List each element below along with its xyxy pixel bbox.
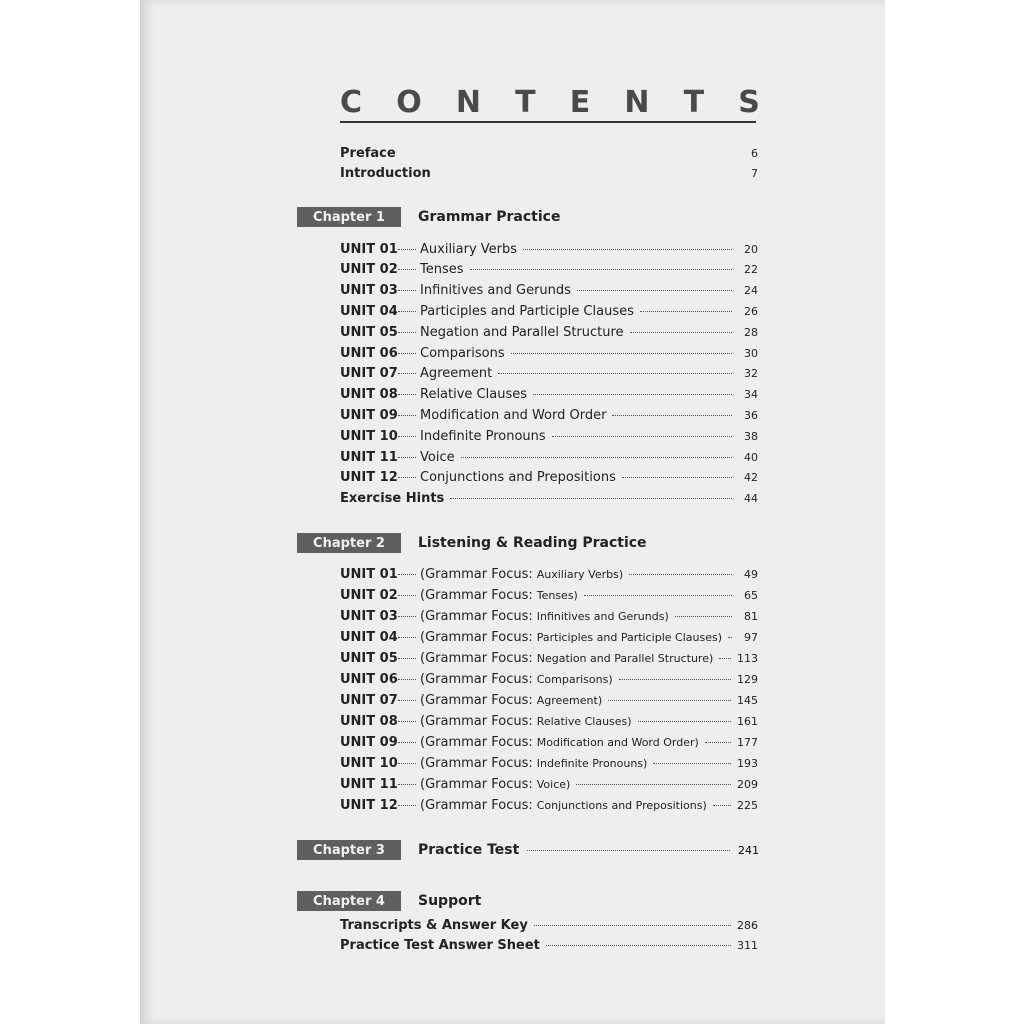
grammar-focus-prefix: (Grammar Focus: [420, 734, 533, 750]
dot-leader [576, 784, 731, 785]
unit-title: Relative Clauses [420, 387, 527, 403]
unit-number: UNIT 09 [340, 734, 398, 750]
chapter-1-header [297, 206, 759, 228]
entry-page: 38 [744, 429, 758, 443]
entry-page: 209 [737, 777, 758, 791]
dot-leader [398, 290, 416, 291]
grammar-focus-topic: Negation and Parallel Structure) [536, 651, 714, 665]
grammar-focus-prefix: (Grammar Focus: [420, 650, 533, 666]
chapter-badge: Chapter 4 [297, 891, 401, 911]
unit-title: Indefinite Pronouns [420, 428, 546, 444]
unit-number: UNIT 10 [340, 428, 398, 444]
unit-number: UNIT 11 [340, 449, 398, 465]
grammar-focus-topic: Comparisons) [536, 672, 613, 686]
unit-title: Infinitives and Gerunds [420, 283, 571, 299]
title-letter: O [396, 84, 422, 120]
unit-number: UNIT 03 [340, 608, 398, 624]
dot-leader [398, 394, 416, 395]
entry-page: 30 [744, 346, 758, 360]
toc-entry-unit [340, 795, 758, 815]
toc-entry-unit [340, 774, 758, 794]
chapter-badge: Chapter 3 [297, 840, 401, 860]
dot-leader [584, 595, 732, 596]
unit-number: UNIT 10 [340, 755, 398, 771]
toc-entry-exercise-hints [340, 488, 758, 508]
entry-page: 161 [737, 714, 758, 728]
toc-entry-transcripts [340, 915, 758, 935]
dot-leader [675, 616, 732, 617]
dot-leader [640, 311, 732, 312]
grammar-focus-topic: Conjunctions and Prepositions) [536, 798, 707, 812]
chapter-title: Support [418, 893, 482, 909]
entry-page: 49 [744, 567, 758, 581]
unit-number: UNIT 08 [340, 713, 398, 729]
unit-number: UNIT 12 [340, 470, 398, 486]
dot-leader [398, 595, 416, 596]
entry-label: Transcripts & Answer Key [340, 917, 528, 933]
toc-entry-unit [340, 585, 758, 605]
dot-leader [546, 945, 731, 946]
dot-leader [398, 763, 416, 764]
toc-entry-unit [340, 343, 758, 363]
dot-leader [461, 457, 732, 458]
unit-title: Modification and Word Order [420, 407, 607, 423]
entry-page: 24 [744, 284, 758, 298]
entry-page: 36 [744, 408, 758, 422]
chapter-4-header [297, 890, 759, 912]
dot-leader [523, 249, 732, 250]
dot-leader [398, 332, 416, 333]
unit-title: Comparisons [420, 345, 505, 361]
dot-leader [450, 498, 732, 499]
grammar-focus-topic: Auxiliary Verbs) [536, 567, 624, 581]
entry-page: 225 [737, 798, 758, 812]
entry-page: 145 [737, 693, 758, 707]
grammar-focus-topic: Infinitives and Gerunds) [536, 609, 669, 623]
entry-label: Practice Test Answer Sheet [340, 937, 540, 953]
grammar-focus-topic: Voice) [536, 777, 571, 791]
unit-title: Agreement [420, 366, 493, 382]
toc-entry-introduction [340, 163, 758, 183]
unit-title: Negation and Parallel Structure [420, 324, 624, 340]
grammar-focus-prefix: (Grammar Focus: [420, 587, 533, 603]
dot-leader [470, 269, 732, 270]
dot-leader [398, 436, 416, 437]
title-letter: N [624, 84, 650, 120]
dot-leader [533, 394, 732, 395]
chapter-2-header [297, 532, 759, 554]
grammar-focus-topic: Agreement) [536, 693, 603, 707]
unit-number: UNIT 02 [340, 587, 398, 603]
unit-title: Conjunctions and Prepositions [420, 470, 616, 486]
title-letter: N [455, 84, 481, 120]
grammar-focus-topic: Modification and Word Order) [536, 735, 699, 749]
grammar-focus-prefix: (Grammar Focus: [420, 629, 533, 645]
grammar-focus-prefix: (Grammar Focus: [420, 566, 533, 582]
entry-label: Preface [340, 145, 396, 161]
title-letter: T [683, 84, 705, 120]
dot-leader [398, 721, 416, 722]
unit-number: UNIT 07 [340, 692, 398, 708]
dot-leader [398, 415, 416, 416]
grammar-focus-topic: Participles and Participle Clauses) [536, 630, 722, 644]
unit-number: UNIT 07 [340, 366, 398, 382]
toc-entry-preface [340, 143, 758, 163]
toc-entry-unit [340, 606, 758, 626]
unit-number: UNIT 11 [340, 776, 398, 792]
dot-leader [511, 353, 732, 354]
entry-page: 44 [744, 491, 758, 505]
unit-number: UNIT 01 [340, 566, 398, 582]
dot-leader [653, 763, 731, 764]
unit-number: UNIT 04 [340, 303, 398, 319]
dot-leader [398, 679, 416, 680]
dot-leader [619, 679, 731, 680]
dot-leader [728, 637, 732, 638]
grammar-focus-prefix: (Grammar Focus: [420, 797, 533, 813]
dot-leader [527, 850, 730, 851]
dot-leader [608, 700, 731, 701]
dot-leader [498, 373, 732, 374]
contents-title [340, 82, 760, 122]
dot-leader [398, 700, 416, 701]
toc-entry-unit [340, 385, 758, 405]
grammar-focus-prefix: (Grammar Focus: [420, 608, 533, 624]
grammar-focus-prefix: (Grammar Focus: [420, 713, 533, 729]
toc-entry-unit [340, 732, 758, 752]
toc-entry-unit [340, 405, 758, 425]
dot-leader [398, 311, 416, 312]
chapter-badge: Chapter 1 [297, 207, 401, 227]
dot-leader [398, 249, 416, 250]
entry-page: 286 [737, 918, 758, 932]
grammar-focus-topic: Indefinite Pronouns) [536, 756, 648, 770]
entry-page: 177 [737, 735, 758, 749]
chapter-badge: Chapter 2 [297, 533, 401, 553]
toc-entry-unit [340, 690, 758, 710]
entry-page: 7 [751, 166, 758, 180]
unit-title: Voice [420, 449, 455, 465]
title-letter: S [738, 84, 760, 120]
unit-number: UNIT 02 [340, 262, 398, 278]
title-letter: C [340, 84, 363, 120]
toc-entry-unit [340, 468, 758, 488]
grammar-focus-prefix: (Grammar Focus: [420, 692, 533, 708]
chapter-title: Grammar Practice [418, 209, 561, 225]
dot-leader [630, 332, 732, 333]
entry-page: 26 [744, 304, 758, 318]
unit-number: UNIT 08 [340, 387, 398, 403]
entry-page: 32 [744, 367, 758, 381]
dot-leader [398, 269, 416, 270]
dot-leader [398, 457, 416, 458]
toc-entry-unit [340, 322, 758, 342]
entry-label: Introduction [340, 165, 431, 181]
chapter-title: Practice Test [418, 842, 520, 858]
dot-leader [552, 436, 732, 437]
toc-entry-unit [340, 627, 758, 647]
dot-leader [629, 574, 732, 575]
dot-leader [398, 805, 416, 806]
entry-page: 40 [744, 450, 758, 464]
chapter-3-header [297, 839, 759, 861]
toc-entry-unit [340, 301, 758, 321]
toc-entry-unit [340, 260, 758, 280]
entry-page: 65 [744, 588, 758, 602]
grammar-focus-prefix: (Grammar Focus: [420, 776, 533, 792]
toc-entry-unit [340, 711, 758, 731]
entry-page: 129 [737, 672, 758, 686]
grammar-focus-topic: Tenses) [536, 588, 578, 602]
dot-leader [398, 574, 416, 575]
dot-leader [534, 925, 731, 926]
toc-entry-unit [340, 669, 758, 689]
toc-entry-unit [340, 648, 758, 668]
toc-entry-unit [340, 426, 758, 446]
dot-leader [398, 637, 416, 638]
unit-number: UNIT 06 [340, 671, 398, 687]
chapter-title: Listening & Reading Practice [418, 535, 647, 551]
dot-leader [398, 742, 416, 743]
unit-number: UNIT 05 [340, 650, 398, 666]
dot-leader [713, 805, 731, 806]
grammar-focus-prefix: (Grammar Focus: [420, 671, 533, 687]
grammar-focus-topic: Relative Clauses) [536, 714, 632, 728]
entry-page: 42 [744, 471, 758, 485]
unit-number: UNIT 06 [340, 345, 398, 361]
dot-leader [398, 353, 416, 354]
title-letter: E [569, 84, 591, 120]
toc-entry-unit [340, 753, 758, 773]
toc-entry-unit [340, 239, 758, 259]
entry-page: 20 [744, 242, 758, 256]
title-letter: T [515, 84, 536, 120]
grammar-focus-prefix: (Grammar Focus: [420, 755, 533, 771]
entry-page: 113 [737, 651, 758, 665]
entry-page: 34 [744, 388, 758, 402]
toc-entry-answer-sheet [340, 935, 758, 955]
unit-number: UNIT 09 [340, 407, 398, 423]
unit-title: Tenses [420, 262, 464, 278]
dot-leader [638, 721, 731, 722]
dot-leader [705, 742, 731, 743]
dot-leader [612, 415, 732, 416]
unit-number: UNIT 04 [340, 629, 398, 645]
toc-entry-unit [340, 447, 758, 467]
unit-title: Auxiliary Verbs [420, 241, 518, 257]
entry-page: 28 [744, 325, 758, 339]
toc-entry-unit [340, 281, 758, 301]
toc-entry-unit [340, 364, 758, 384]
dot-leader [622, 477, 732, 478]
unit-number: UNIT 01 [340, 241, 398, 257]
unit-number: UNIT 05 [340, 324, 398, 340]
entry-label: Exercise Hints [340, 490, 445, 506]
entry-page: 6 [751, 146, 758, 160]
dot-leader [398, 784, 416, 785]
dot-leader [398, 373, 416, 374]
dot-leader [719, 658, 731, 659]
dot-leader [577, 290, 732, 291]
entry-page: 193 [737, 756, 758, 770]
toc-entry-unit [340, 564, 758, 584]
unit-title: Participles and Participle Clauses [420, 303, 634, 319]
dot-leader [398, 658, 416, 659]
entry-page: 81 [744, 609, 758, 623]
entry-page: 241 [738, 843, 759, 857]
title-underline [340, 121, 756, 123]
entry-page: 97 [744, 630, 758, 644]
entry-page: 22 [744, 263, 758, 277]
dot-leader [398, 616, 416, 617]
dot-leader [398, 477, 416, 478]
entry-page: 311 [737, 938, 758, 952]
unit-number: UNIT 12 [340, 797, 398, 813]
unit-number: UNIT 03 [340, 283, 398, 299]
